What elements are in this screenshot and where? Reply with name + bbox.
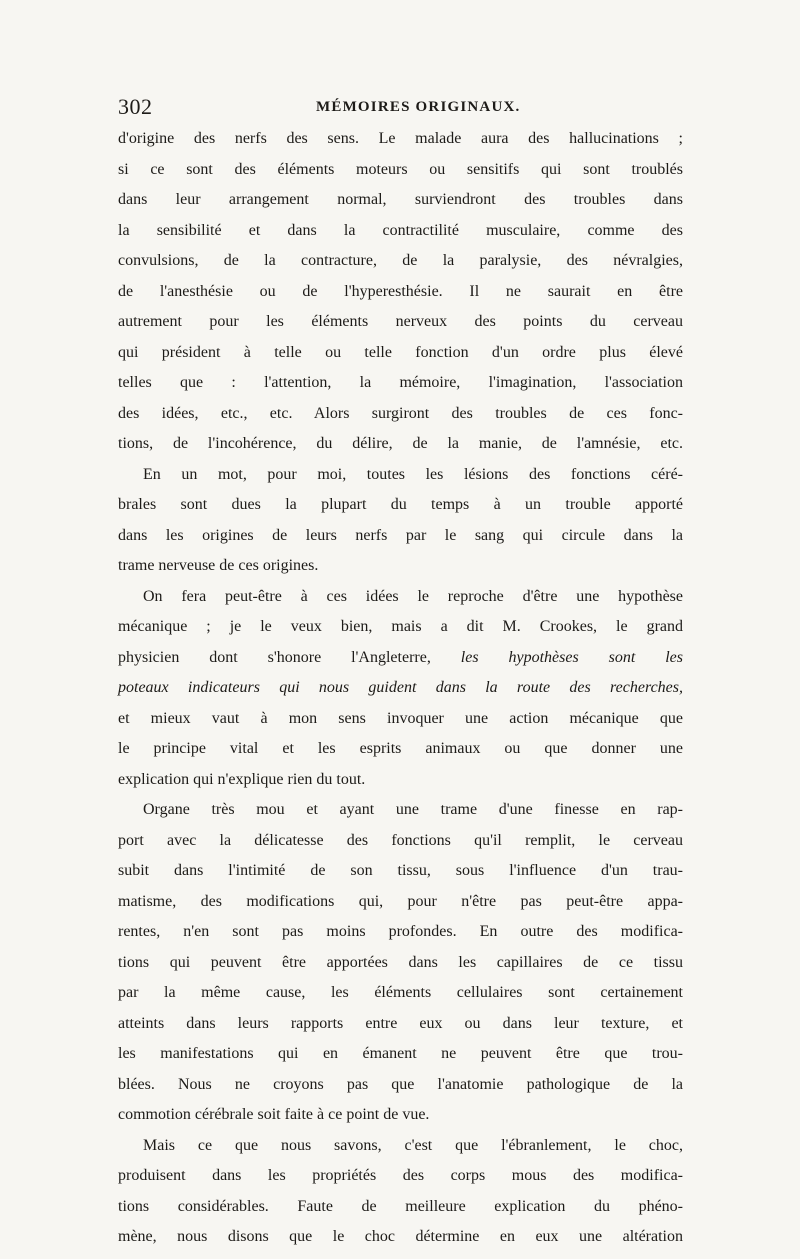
text-line: Mais ce que nous savons, c'est que l'ébranlement, le choc, (143, 1136, 683, 1154)
text-line: autrement pour les éléments nerveux des points du cerveau (118, 313, 683, 330)
page-header (118, 94, 688, 124)
text-line: telles que : l'attention, la mémoire, l'imagination, l'association (118, 374, 683, 391)
text-line: En un mot, pour moi, toutes les lésions des fonctions céré- (143, 465, 683, 483)
italic-text-line: poteaux indicateurs qui nous guident dans la route des recherches, (118, 679, 683, 696)
text-line: trame nerveuse de ces origines. (118, 557, 319, 574)
text-line: produisent dans les propriétés des corps mous des modifica- (118, 1167, 683, 1184)
text-line: les manifestations qui en émanent ne peuvent être que trou- (118, 1045, 683, 1062)
paragraph-1 (118, 130, 683, 466)
text-line: subit dans l'intimité de son tissu, sous l'influence d'un trau- (118, 862, 683, 879)
text-line: d'origine des nerfs des sens. Le malade aura des hallucinations ; (118, 130, 683, 147)
text-line: rentes, n'en sont pas moins profondes. En outre des modifica- (118, 923, 683, 940)
paragraph-5 (118, 1137, 683, 1259)
text-line: de l'anesthésie ou de l'hyperesthésie. Il ne saurait en être (118, 282, 683, 300)
text-line: On fera peut-être à ces idées le reproche d'être une hypothèse (143, 587, 683, 605)
text-line: dans leur arrangement normal, surviendront des troubles dans (118, 191, 683, 208)
paragraph-2 (118, 466, 683, 588)
text-line: des idées, etc., etc. Alors surgiront des troubles de ces fonc- (118, 404, 683, 422)
text-line: tions considérables. Faute de meilleure explication du phéno- (118, 1197, 683, 1215)
text-line: blées. Nous ne croyons pas que l'anatomie pathologique de la (118, 1075, 683, 1093)
paragraph-3 (118, 588, 683, 802)
text-line: commotion cérébrale soit faite à ce point de vue. (118, 1106, 430, 1123)
italic-text: les hypothèses sont les (460, 648, 684, 666)
text-line: par la même cause, les éléments cellulaires sont certainement (118, 984, 683, 1001)
text-line: le principe vital et les esprits animaux ou que donner une (118, 740, 683, 757)
text-span: physicien dont s'honore l'Angleterre, (118, 648, 431, 666)
text-line: mène, nous disons que le choc détermine en eux une altération (118, 1228, 683, 1245)
text-line: matisme, des modifications qui, pour n'être pas peut-être appa- (118, 892, 683, 910)
paragraph-4 (118, 801, 683, 1137)
text-line: explication qui n'explique rien du tout. (118, 770, 366, 788)
text-line-mixed (118, 649, 683, 680)
text-line: brales sont dues la plupart du temps à un trouble apporté (118, 496, 683, 513)
text-line: port avec la délicatesse des fonctions qu'il remplit, le cerveau (118, 831, 683, 849)
text-line: Organe très mou et ayant une trame d'une finesse en rap- (143, 801, 683, 818)
text-line: qui président à telle ou telle fonction d'un ordre plus élevé (118, 343, 683, 361)
text-line: atteints dans leurs rapports entre eux ou dans leur texture, et (118, 1014, 683, 1032)
page-number: 302 (118, 94, 153, 119)
text-line: convulsions, de la contracture, de la paralysie, des névralgies, (118, 252, 683, 269)
text-line: tions qui peuvent être apportées dans les capillaires de ce tissu (118, 953, 683, 971)
text-line: dans les origines de leurs nerfs par le sang qui circule dans la (118, 526, 683, 544)
text-line: tions, de l'incohérence, du délire, de la manie, de l'amnésie, etc. (118, 435, 683, 452)
running-title: MÉMOIRES ORIGINAUX. (316, 99, 521, 115)
text-line: si ce sont des éléments moteurs ou sensitifs qui sont troublés (118, 160, 683, 178)
body-text (118, 130, 683, 1259)
text-line: la sensibilité et dans la contractilité musculaire, comme des (118, 221, 683, 239)
text-line: et mieux vaut à mon sens invoquer une action mécanique que (118, 709, 683, 727)
text-line: mécanique ; je le veux bien, mais a dit M. Crookes, le grand (118, 618, 683, 635)
